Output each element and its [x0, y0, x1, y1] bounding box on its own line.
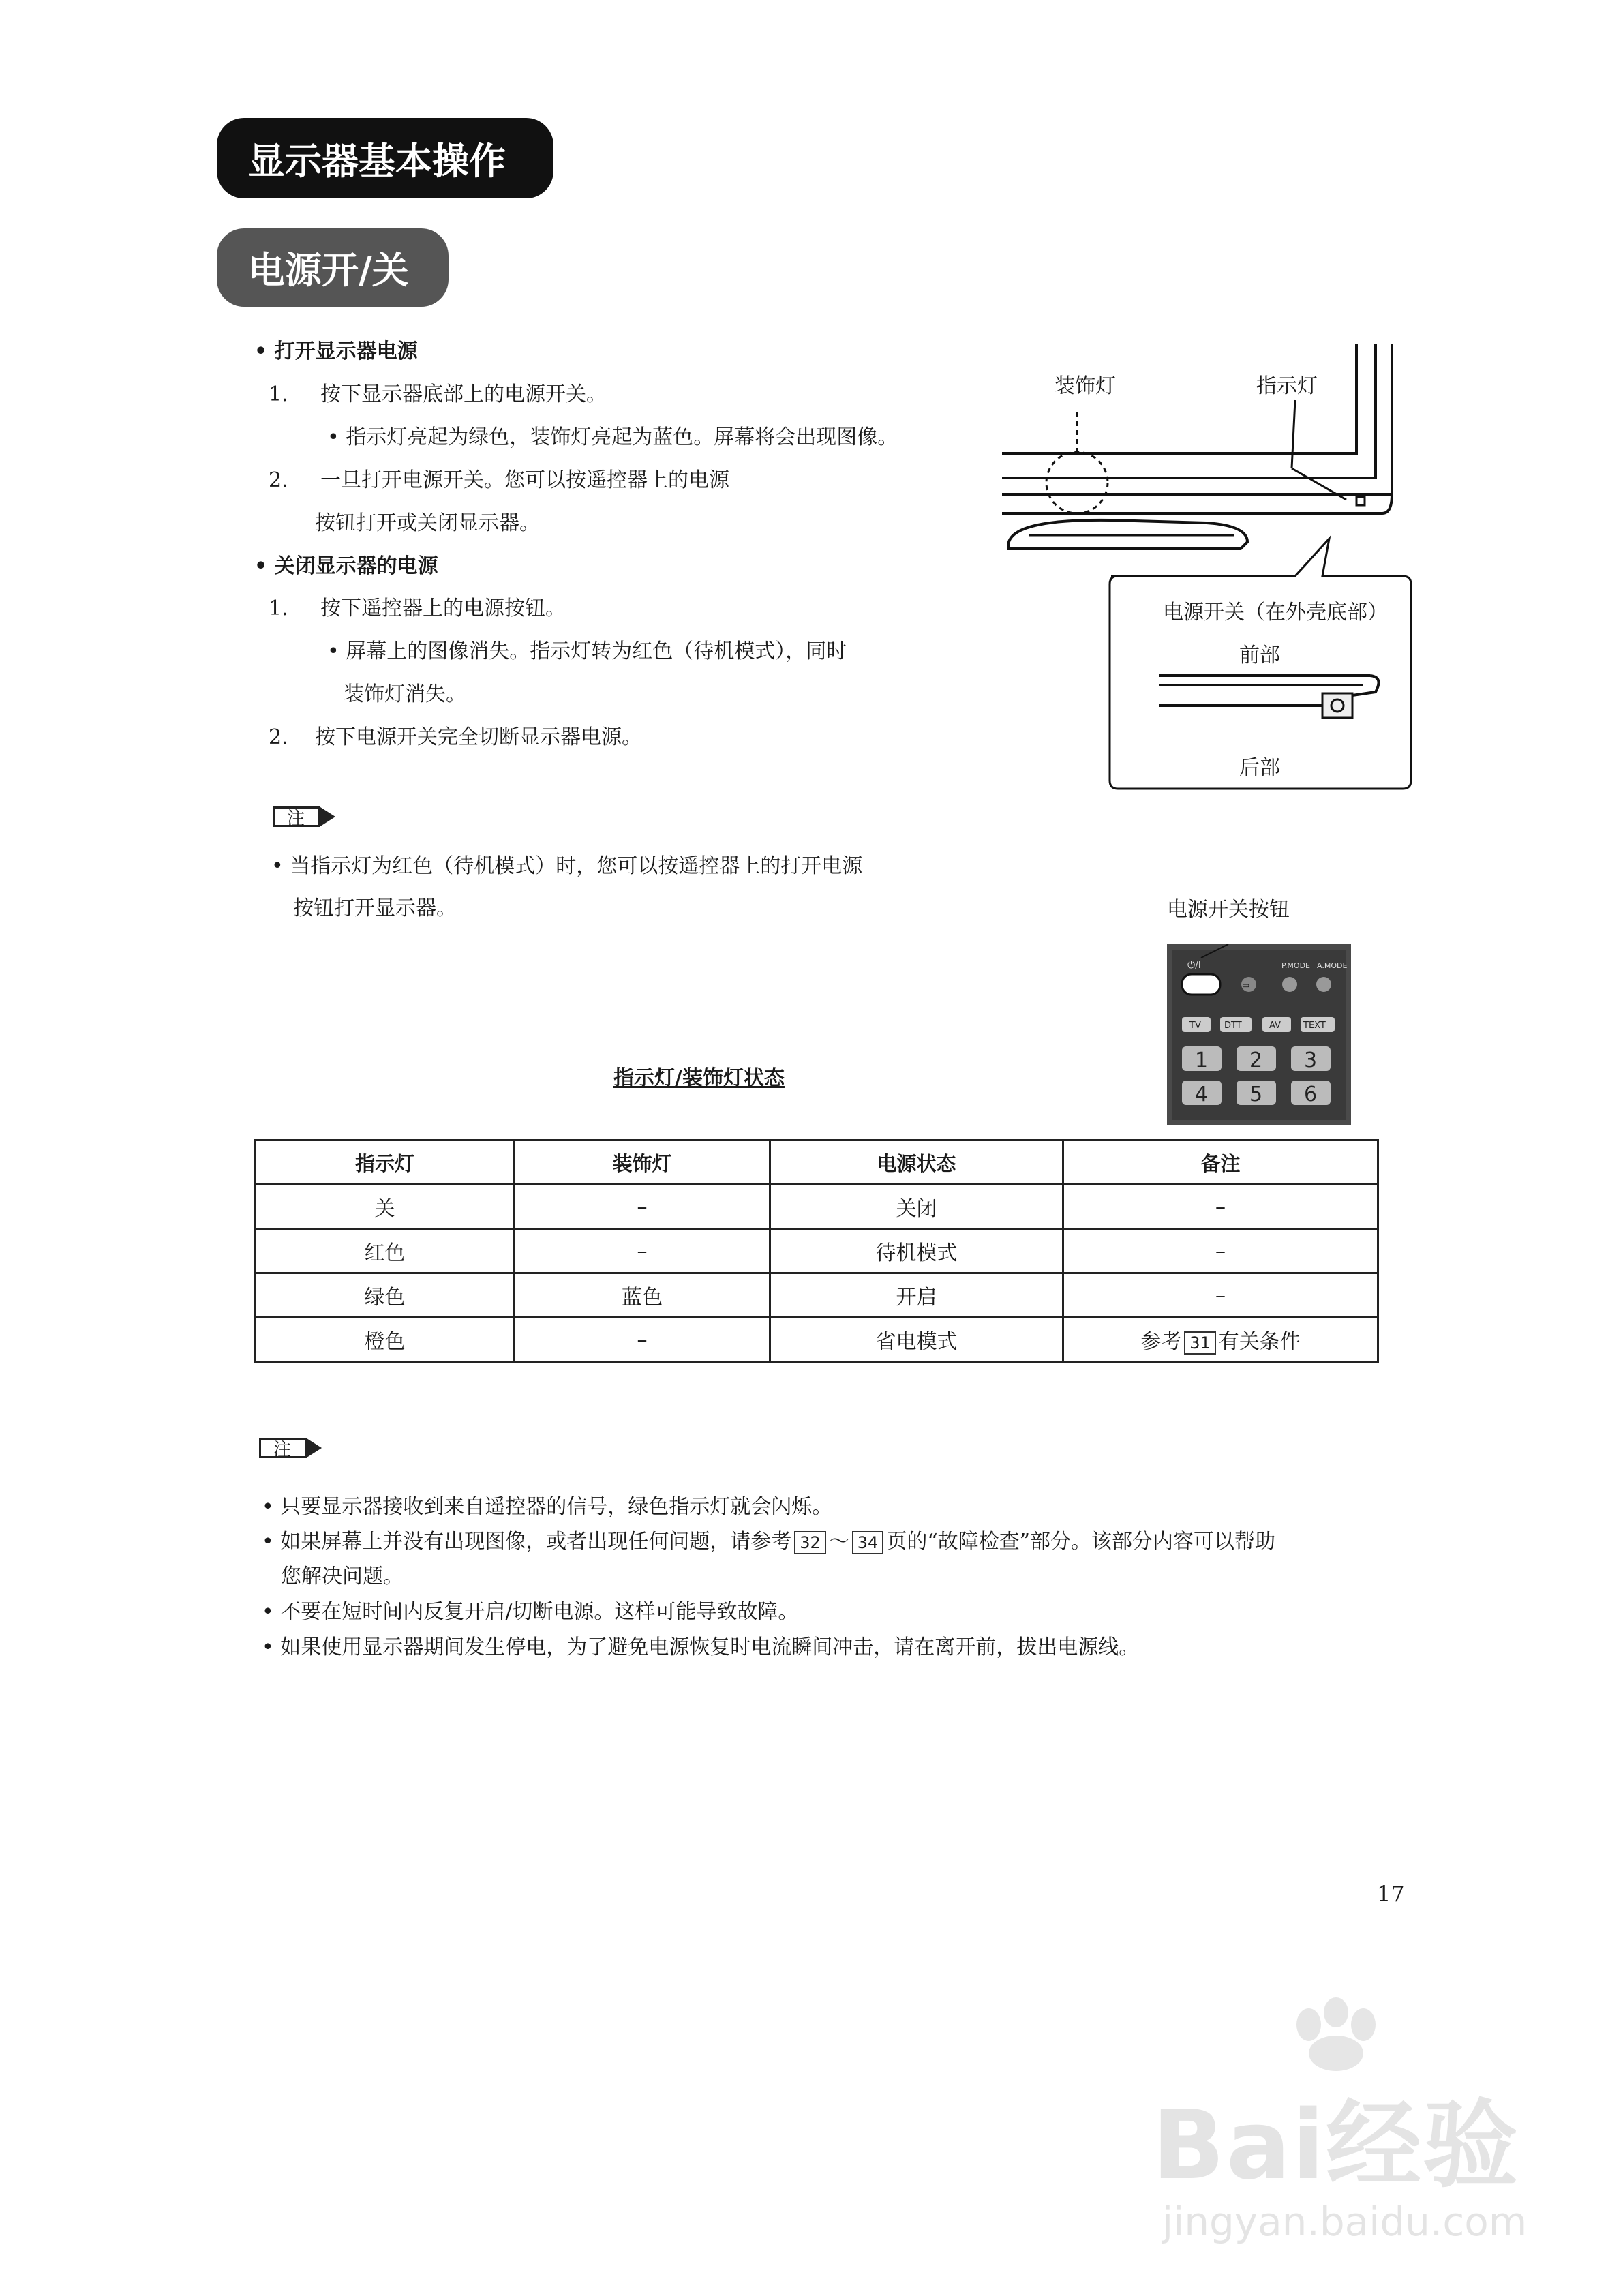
table-cell: 绿色: [256, 1273, 515, 1318]
table-cell: 待机模式: [770, 1229, 1063, 1273]
svg-text:3: 3: [1304, 1048, 1318, 1072]
table-cell: –: [1063, 1185, 1378, 1229]
step-number: 1.: [269, 596, 288, 620]
table-header: 指示灯: [256, 1141, 515, 1185]
svg-text:A.MODE: A.MODE: [1317, 961, 1348, 970]
table-header: 备注: [1063, 1141, 1378, 1185]
range-tilde: ～: [828, 1530, 849, 1554]
remote-label: 电源开关按钮: [1167, 898, 1290, 922]
svg-text:1: 1: [1195, 1048, 1209, 1072]
table-cell: 省电模式: [770, 1318, 1063, 1362]
power-on-step2-line1: 一旦打开电源开关。您可以按遥控器上的电源: [320, 468, 729, 492]
table-header-row: [256, 1141, 1378, 1185]
power-off-step2: 按下电源开关完全切断显示器电源。: [315, 725, 642, 749]
step-number: 2.: [269, 725, 288, 749]
note-arrow-icon: [320, 803, 348, 830]
page-number: 17: [1377, 1881, 1405, 1907]
table-cell: –: [515, 1229, 770, 1273]
page-reference: 31: [1184, 1331, 1216, 1355]
watermark-url: jingyan.baidu.com: [1162, 2199, 1528, 2245]
note2-item1: • 只要显示器接收到来自遥控器的信号，绿色指示灯就会闪烁。: [262, 1495, 833, 1519]
indicator-light-label: 指示灯: [1256, 374, 1318, 398]
table-header: 电源状态: [770, 1141, 1063, 1185]
table-cell: –: [515, 1318, 770, 1362]
note-label: 注: [273, 806, 320, 827]
table-cell: 关闭: [770, 1185, 1063, 1229]
paw-icon: [1281, 1997, 1391, 2072]
svg-text:▭: ▭: [1242, 980, 1250, 990]
table-row: [256, 1185, 1378, 1229]
page-reference: 32: [794, 1531, 826, 1554]
note2-item2-pre: • 如果屏幕上并没有出现图像，或者出现任何问题，请参考: [262, 1530, 792, 1554]
power-off-heading: • 关闭显示器的电源: [254, 554, 438, 578]
section-title: 电源开/关: [217, 228, 449, 307]
table-cell: –: [1063, 1229, 1378, 1273]
note1-line2: 按钮打开显示器。: [293, 896, 457, 920]
step-number: 1.: [269, 382, 288, 406]
watermark-brand: Bai经验: [1152, 2090, 1520, 2201]
table-cell: –: [515, 1185, 770, 1229]
note2-item3: • 不要在短时间内反复开启/切断电源。这样可能导致故障。: [262, 1600, 799, 1624]
note-label: 注: [259, 1438, 307, 1458]
back-label: 后部: [1239, 756, 1280, 780]
svg-text:TV: TV: [1189, 1021, 1201, 1031]
note2-item2-post: 页的“故障检查”部分。该部分内容可以帮助: [886, 1530, 1276, 1554]
deco-light-label: 装饰灯: [1055, 374, 1116, 398]
table-cell: –: [1063, 1273, 1378, 1318]
status-table: [254, 1139, 1379, 1363]
table-cell: 蓝色: [515, 1273, 770, 1318]
page-reference: 34: [852, 1531, 884, 1554]
svg-text:2: 2: [1249, 1048, 1263, 1072]
note-tag: [259, 1434, 334, 1462]
power-on-step2-line2: 按钮打开或关闭显示器。: [315, 511, 540, 535]
table-cell: 开启: [770, 1273, 1063, 1318]
remote-illustration: [1167, 944, 1351, 1125]
power-on-step1: 按下显示器底部上的电源开关。: [320, 382, 607, 406]
table-row: [256, 1318, 1378, 1362]
note-tag: [273, 803, 348, 830]
svg-text:AV: AV: [1269, 1021, 1281, 1031]
table-row: [256, 1273, 1378, 1318]
table-header: 装饰灯: [515, 1141, 770, 1185]
power-on-heading: • 打开显示器电源: [254, 339, 418, 363]
step-number: 2.: [269, 468, 288, 492]
table-row: [256, 1229, 1378, 1273]
table-cell: 关: [256, 1185, 515, 1229]
reference-prefix: 参考: [1140, 1330, 1182, 1354]
svg-text:⏻/I: ⏻/I: [1187, 960, 1201, 971]
power-on-step1-bullet: • 指示灯亮起为绿色，装饰灯亮起为蓝色。屏幕将会出现图像。: [327, 425, 898, 449]
power-switch-label: 电源开关（在外壳底部）: [1163, 601, 1388, 624]
table-cell: 橙色: [256, 1318, 515, 1362]
svg-text:P.MODE: P.MODE: [1281, 961, 1310, 970]
svg-text:DTT: DTT: [1224, 1021, 1242, 1031]
power-off-step1: 按下遥控器上的电源按钮。: [320, 596, 566, 620]
table-cell: [1063, 1318, 1378, 1362]
front-label: 前部: [1239, 644, 1280, 667]
note2-item4: • 如果使用显示器期间发生停电，为了避免电源恢复时电流瞬间冲击，请在离开前，拔出电源线。: [262, 1635, 1140, 1659]
tv-illustration: [1002, 344, 1438, 794]
power-off-step1-bullet-cont: 装饰灯消失。: [344, 682, 466, 706]
table-caption: 指示灯/装饰灯状态: [613, 1066, 785, 1090]
note2-item2: [262, 1531, 1275, 1554]
svg-text:5: 5: [1249, 1083, 1263, 1106]
svg-text:TEXT: TEXT: [1303, 1021, 1326, 1031]
table-cell: 红色: [256, 1229, 515, 1273]
note2-item2-line2: 您解决问题。: [281, 1565, 404, 1588]
note-arrow-icon: [307, 1434, 334, 1462]
page-title: 显示器基本操作: [217, 118, 553, 198]
power-off-step1-bullet: • 屏幕上的图像消失。指示灯转为红色（待机模式），同时: [327, 639, 847, 663]
reference-suffix: 有关条件: [1218, 1330, 1301, 1354]
svg-text:4: 4: [1195, 1083, 1209, 1106]
svg-text:6: 6: [1304, 1083, 1318, 1106]
note1-line1: • 当指示灯为红色（待机模式）时，您可以按遥控器上的打开电源: [271, 854, 863, 878]
